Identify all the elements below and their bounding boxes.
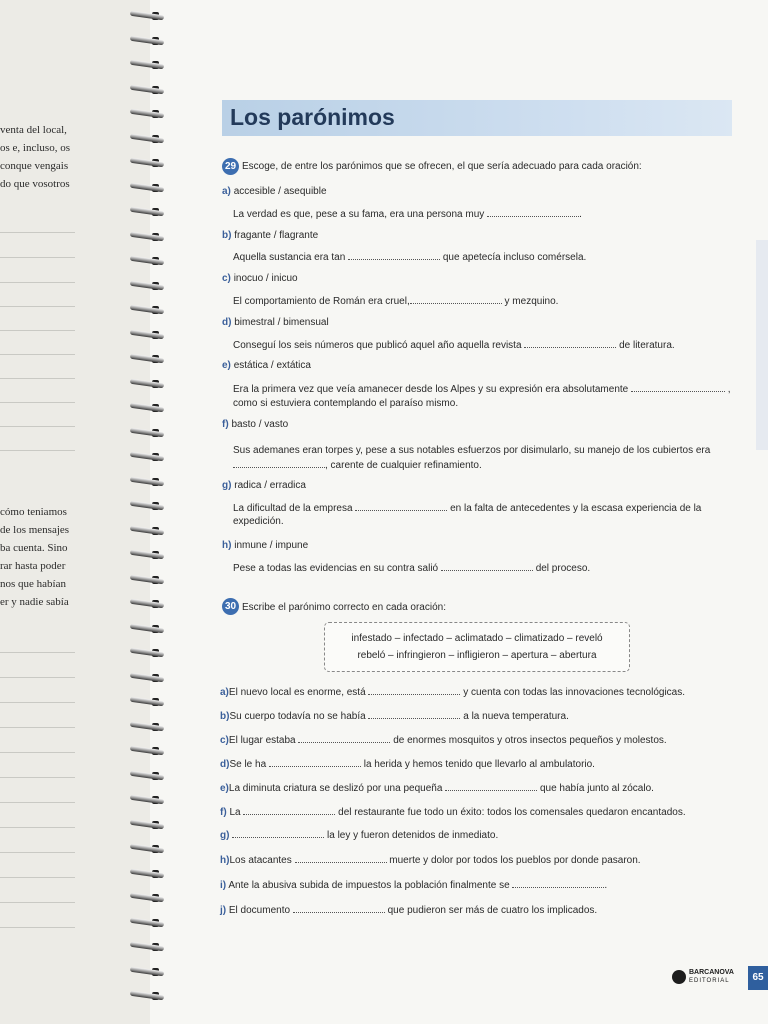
left-page-line: nos que habían xyxy=(0,578,66,590)
spiral-coil xyxy=(128,84,170,96)
answer-blank[interactable] xyxy=(298,734,390,743)
writing-line xyxy=(0,702,75,703)
writing-line xyxy=(0,330,75,331)
left-page-line: do que vosotros xyxy=(0,178,70,190)
spiral-coil xyxy=(128,378,170,390)
writing-line xyxy=(0,652,75,653)
left-page-line: de los mensajes xyxy=(0,524,70,536)
ex29-item-e-pair: e) estática / extática xyxy=(222,360,311,371)
answer-blank[interactable] xyxy=(368,710,460,719)
left-page-line: venta del local, xyxy=(0,124,67,136)
publisher-subname: EDITORIAL xyxy=(689,978,730,984)
left-page-line: rar hasta poder xyxy=(0,560,66,572)
ex29-item-h-sentence: Pese a todas las evidencias en su contra salió del proceso. xyxy=(233,563,591,574)
writing-line xyxy=(0,777,75,778)
answer-blank[interactable] xyxy=(269,758,361,767)
spiral-coil xyxy=(128,255,170,267)
ex29-item-e-sentence: Era la primera vez que veía amanecer desde los Alpes y su expresión era absolutamente , xyxy=(233,384,731,395)
left-page-line: cómo teniamos xyxy=(0,506,67,518)
ex29-item-a-sentence: La verdad es que, pese a su fama, era una persona muy . xyxy=(233,209,582,220)
answer-blank[interactable] xyxy=(524,339,616,348)
ex30-item-h: h)Los atacantes muerte y dolor por todos los pueblos por donde pasaron. xyxy=(220,855,641,866)
spiral-coil xyxy=(128,35,170,47)
spiral-coil xyxy=(128,868,170,880)
left-page-line: os e, incluso, os xyxy=(0,142,70,154)
left-page-line: conque vengais xyxy=(0,160,69,172)
writing-line xyxy=(0,450,75,451)
spiral-coil xyxy=(128,574,170,586)
spiral-coil xyxy=(128,525,170,537)
ex29-item-f-pair: f) basto / vasto xyxy=(222,419,289,430)
writing-line xyxy=(0,354,75,355)
writing-line xyxy=(0,378,75,379)
spiral-coil xyxy=(128,353,170,365)
spiral-coil xyxy=(128,672,170,684)
writing-line xyxy=(0,902,75,903)
spiral-coil xyxy=(128,843,170,855)
writing-line xyxy=(0,827,75,828)
ex30-item-i: i) Ante la abusiva subida de impuestos la población finalmente se . xyxy=(220,880,608,891)
writing-line xyxy=(0,402,75,403)
ex29-item-a-pair: a) accesible / asequible xyxy=(222,186,327,197)
spiral-coil xyxy=(128,451,170,463)
ex30-item-a: a)El nuevo local es enorme, está y cuenta con todas las innovaciones tecnológicas. xyxy=(220,687,686,698)
spiral-binding xyxy=(128,0,170,1024)
ex29-item-f-sentence-cont: , carente de cualquier refinamiento. xyxy=(233,459,482,471)
spiral-coil xyxy=(128,206,170,218)
answer-blank[interactable] xyxy=(232,829,324,838)
writing-line xyxy=(0,282,75,283)
publisher-logo-icon xyxy=(672,970,686,984)
spiral-coil xyxy=(128,770,170,782)
exercise-29-instruction: Escoge, de entre los parónimos que se ofrecen, el que sería adecuado para cada oración: xyxy=(242,161,642,172)
publisher-logo xyxy=(672,967,742,989)
answer-blank[interactable] xyxy=(295,854,387,863)
spiral-coil xyxy=(128,133,170,145)
ex30-item-f: f) La del restaurante fue todo un éxito: todos los comensales quedaron encantados. xyxy=(220,807,686,818)
ex29-item-d-pair: d) bimestral / bimensual xyxy=(222,317,329,328)
spiral-coil xyxy=(128,966,170,978)
ex29-item-f-sentence: Sus ademanes eran torpes y, pese a sus notables esfuerzos por disimularlo, su manejo de los cubiertos era xyxy=(233,445,711,456)
ex30-item-j: j) El documento que pudieron ser más de cuatro los implicados. xyxy=(220,905,598,916)
answer-blank[interactable] xyxy=(233,459,325,468)
ex30-item-b: b)Su cuerpo todavía no se había a la nueva temperatura. xyxy=(220,711,569,722)
answer-blank[interactable] xyxy=(368,686,460,695)
answer-blank[interactable] xyxy=(348,251,440,260)
ex30-item-e: e)La diminuta criatura se deslizó por una pequeña que había junto al zócalo. xyxy=(220,783,654,794)
writing-line xyxy=(0,852,75,853)
answer-blank[interactable] xyxy=(631,383,725,392)
exercise-29-number: 29 xyxy=(222,158,239,175)
page-title: Los parónimos xyxy=(230,104,395,130)
spiral-coil xyxy=(128,182,170,194)
spiral-coil xyxy=(128,157,170,169)
writing-line xyxy=(0,257,75,258)
ex29-item-b-sentence: Aquella sustancia era tan que apetecía incluso comérsela. xyxy=(233,252,587,263)
spiral-coil xyxy=(128,647,170,659)
writing-line xyxy=(0,677,75,678)
answer-blank[interactable] xyxy=(355,502,447,511)
spiral-coil xyxy=(128,500,170,512)
writing-line xyxy=(0,426,75,427)
spiral-coil xyxy=(128,794,170,806)
ex29-item-d-sentence: Conseguí los seis números que publicó aquel año aquella revista de literatura. xyxy=(233,340,675,351)
word-box-line: rebeló – infringieron – infligieron – apertura – abertura xyxy=(357,650,597,661)
ex29-item-c-pair: c) inocuo / inicuo xyxy=(222,273,298,284)
spiral-coil xyxy=(128,10,170,22)
writing-line xyxy=(0,802,75,803)
writing-line xyxy=(0,306,75,307)
answer-blank[interactable] xyxy=(441,562,533,571)
exercise-30-instruction: Escribe el parónimo correcto en cada oración: xyxy=(242,602,446,613)
spiral-coil xyxy=(128,476,170,488)
spiral-coil xyxy=(128,304,170,316)
ex29-item-h-pair: h) inmune / impune xyxy=(222,540,309,551)
answer-blank[interactable] xyxy=(445,782,537,791)
answer-blank[interactable] xyxy=(243,806,335,815)
spiral-coil xyxy=(128,427,170,439)
ex29-item-b-pair: b) fragante / flagrante xyxy=(222,230,319,241)
writing-line xyxy=(0,727,75,728)
side-tab xyxy=(756,240,768,450)
spiral-coil xyxy=(128,280,170,292)
ex29-item-g-pair: g) radica / erradica xyxy=(222,480,306,491)
ex30-item-d: d)Se le ha la herida y hemos tenido que llevarlo al ambulatorio. xyxy=(220,759,595,770)
page-number: 65 xyxy=(748,966,768,990)
spiral-coil xyxy=(128,108,170,120)
answer-blank[interactable] xyxy=(293,904,385,913)
ex29-item-e-sentence-cont: como si estuviera contemplando el paraíso mismo. xyxy=(233,398,459,409)
spiral-coil xyxy=(128,990,170,1002)
spiral-coil xyxy=(128,721,170,733)
answer-blank[interactable] xyxy=(487,208,579,217)
spiral-coil xyxy=(128,819,170,831)
left-page-line: er y nadie sabía xyxy=(0,596,69,608)
spiral-coil xyxy=(128,402,170,414)
spiral-coil xyxy=(128,917,170,929)
ex29-item-g-sentence-cont: expedición. xyxy=(233,516,284,527)
writing-line xyxy=(0,752,75,753)
spiral-coil xyxy=(128,623,170,635)
spiral-coil xyxy=(128,696,170,708)
left-page-line: ba cuenta. Sino xyxy=(0,542,68,554)
ex30-item-c: c)El lugar estaba de enormes mosquitos y otros insectos pequeños y molestos. xyxy=(220,735,667,746)
answer-blank[interactable] xyxy=(512,879,604,888)
spiral-coil xyxy=(128,892,170,904)
spiral-coil xyxy=(128,329,170,341)
spiral-coil xyxy=(128,231,170,243)
writing-line xyxy=(0,927,75,928)
writing-line xyxy=(0,232,75,233)
ex30-item-g: g) la ley y fueron detenidos de inmediato. xyxy=(220,830,499,841)
ex29-item-c-sentence: El comportamiento de Román era cruel, y mezquino. xyxy=(233,296,559,307)
word-box xyxy=(324,622,630,672)
spiral-coil xyxy=(128,745,170,757)
spiral-coil xyxy=(128,549,170,561)
ex29-item-g-sentence: La dificultad de la empresa en la falta de antecedentes y la escasa experiencia de la xyxy=(233,503,702,514)
word-box-line: infestado – infectado – aclimatado – climatizado – reveló xyxy=(351,633,603,644)
exercise-30-number: 30 xyxy=(222,598,239,615)
publisher-name: BARCANOVA xyxy=(689,969,734,976)
writing-line xyxy=(0,877,75,878)
spiral-coil xyxy=(128,941,170,953)
spiral-coil xyxy=(128,598,170,610)
spiral-coil xyxy=(128,59,170,71)
answer-blank[interactable] xyxy=(410,295,502,304)
